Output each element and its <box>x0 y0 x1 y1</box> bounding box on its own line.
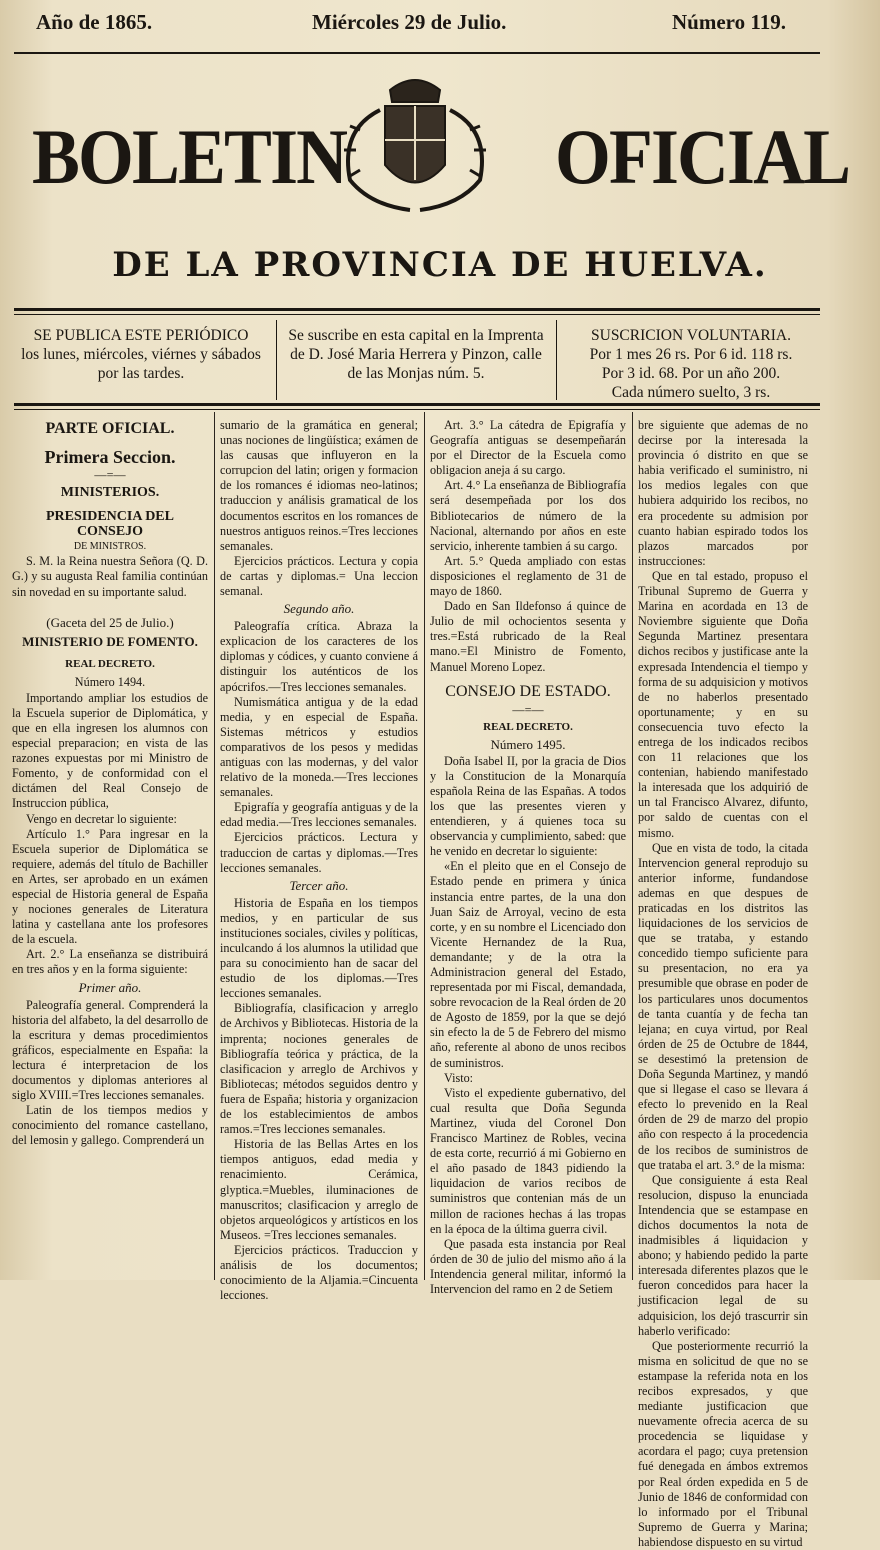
paragraph: S. M. la Reina nuestra Señora (Q. D. G.) y su augusta Real familia continúan sin novedad en su importante salud. <box>12 554 208 599</box>
decree-number: Número 1495. <box>490 736 566 752</box>
divider-mark: —=— <box>94 468 126 482</box>
column-1 <box>12 418 208 1148</box>
subscription-prices <box>560 326 822 402</box>
paragraph: Art. 4.° La enseñanza de Bibliografía será desempeñada por los dos Bibliotecarios de número de la Nacional, alternando por años en este servicio, inherente tambien á su cargo. <box>430 478 626 553</box>
council-heading: CONSEJO DE ESTADO. <box>445 682 611 700</box>
price-line: Por 1 mes 26 rs. Por 6 id. 118 rs. <box>589 346 793 363</box>
paragraph: Art. 5.° Queda ampliado con estas disposiciones el reglamento de 31 de mayo de 1860. <box>430 553 626 599</box>
schedule-line: SE PUBLICA ESTE PERIÓDICO <box>33 327 249 344</box>
publication-schedule <box>10 326 272 383</box>
masthead-right: OFICIAL <box>555 113 850 200</box>
masthead-subtitle: DE LA PROVINCIA DE HUELVA. <box>112 245 768 285</box>
column-divider <box>632 412 633 1280</box>
paragraph: Visto: <box>444 1070 474 1085</box>
paragraph: Latin de los tiempos medios y conocimiento del romance castellano, del lemosin y gallego. Comprenderá un <box>12 1103 208 1148</box>
paragraph: Que posteriormente recurrió la misma en solicitud de que no se estampase la referida nota en los recibos expresados, y que mediante justificacion que nuevamente ofrecia acerca de su procedencia se liquidase y acordara el pago; cuya pretension fué denegada en ámbos extremos por Real órden expedida en 5 de Junio de 1846 de conformidad con lo informado por el Tribunal Supremo de Guerra y Marina; habiendose dispuesto en su virtud <box>638 1338 808 1549</box>
year-label: Año de 1865. <box>36 10 153 34</box>
issue-label: Número 119. <box>672 10 786 34</box>
top-bar <box>0 10 880 44</box>
date-label: Miércoles 29 de Julio. <box>312 10 507 34</box>
schedule-line: los lunes, miércoles, viérnes y sábados <box>21 346 261 363</box>
year-subheading: Segundo año. <box>283 601 355 617</box>
column-divider <box>214 412 215 1280</box>
paragraph: Que consiguiente á esta Real resolucion, dispuso la enunciada Intendencia que se estampase en dichos documentos la nota de inadmisibles á liquidacion y abono; y habiendo pedido la parte interesada diferentes plazos que le fueron concedidos para hacer la justificacion legal de su adquisicion, los dejó trascurrir sin haberlo verificado: <box>638 1172 808 1338</box>
paragraph: Historia de las Bellas Artes en los tiempos antiguos, edad media y renacimiento. Cerámica, glyptica.=Muebles, iluminaciones de manuscritos; clasificacion y arreglo de objetos arqueológicos y artísticos en los Museos. =Tres lecciones semanales. <box>220 1137 418 1242</box>
paragraph: Importando ampliar los estudios de la Escuela superior de Diplomática, y que en ella ingresen los alumnos con especial preparacion; en vista de las razones expuestas por mi Ministro de Fomento, y de conformidad con el dictámen del Real Consejo de Instruccion pública, <box>12 690 208 811</box>
column-4 <box>638 418 808 1550</box>
paragraph: Bibliografía, clasificacion y arreglo de Archivos y Bibliotecas. Historia de la imprenta; nociones generales de Bibliografía teórica y práctica, de la clasificacion y arreglo de Archivos y Bibliotecas; métodos seguidos dentro y fuera de España; historia y organizacion de los establecimientos de ambos ramos.=Tres lecciones semanales. <box>220 1001 418 1137</box>
address-line: de las Monjas núm. 5. <box>347 365 485 382</box>
paragraph: Ejercicios prácticos. Traduccion y análisis de los documentos; conocimiento de la Aljamia.=Cincuenta lecciones. <box>220 1242 418 1303</box>
columns-rule-1 <box>14 403 820 406</box>
paragraph: «En el pleito que en el Consejo de Estado pende en primera y única instancia entre partes, de la una don Juan Saiz de Arroyal, vecino de esta corte, y en su nombre el Licenciado don Vicente Hernandez de la Rua, demandante; y de la otra la Administracion general del Estado, representada por mi Fiscal, demandada, sobre revocacion de la Real órden de 20 de Agosto de 1859, por la que se dejó sin efecto la de 5 de Febrero del mismo año, referente al abono de unos recibos de suministros. <box>430 859 626 1070</box>
address-line: Se suscribe en esta capital en la Imprenta <box>288 327 544 344</box>
divider-mark: —=— <box>512 702 544 717</box>
ministry-heading: MINISTERIO DE FOMENTO. <box>22 633 198 649</box>
paragraph: Art. 3.° La cátedra de Epigrafía y Geografía antiguas se desempeñarán por el Director de la Escuela como obligacion aneja á su cargo. <box>430 418 626 478</box>
masthead-rule-2 <box>14 314 820 315</box>
subscription-address <box>280 326 552 383</box>
price-line: Por 3 id. 68. Por un año 200. <box>601 365 781 382</box>
year-subheading: Primer año. <box>78 979 142 995</box>
coat-of-arms-icon <box>320 70 510 220</box>
paragraph: Paleografía general. Comprenderá la historia del alfabeto, la del desarrollo de la escritura y demas procedimientos gráficos, especialmente en España: la lectura é interpretacion de los documentos y diplomas anteriores al siglo XVIII.=Tres lecciones semanales. <box>12 997 208 1103</box>
column-divider <box>424 412 425 1280</box>
paragraph: bre siguiente que ademas de no decirse por la interesada la provincia ó distrito en que se habia verificado el suministro, ni los medios legales con que hubiera adquirido los recibos, no era procedente su admision por cuanto habian espirado todos los plazos marcados por instrucciones: <box>638 418 808 568</box>
columns-rule-2 <box>14 409 820 410</box>
paragraph: Visto el expediente gubernativo, del cual resulta que Doña Segunda Martinez, viuda del Coronel Don Francisco Martinez de Robles, vecina de esta corte, recurrió á mi Gobierno en el año pasado de 1843 pidiendo la liquidacion de varios recibos de suministros que contenian más de un millon de raciones hechas á las tropas en la época de la última guerra civil. <box>430 1085 626 1236</box>
paragraph: Vengo en decretar lo siguiente: <box>26 811 177 826</box>
paragraph: Historia de España en los tiempos medios, y en particular de sus instituciones sociales, civiles y políticas, inculcando á los alumnos la utilidad que para su conocimiento han de sacar del estudio de los diplomas.—Tres lecciones semanales. <box>220 895 418 1001</box>
subhead-divider <box>276 320 277 400</box>
decree-heading: REAL DECRETO. <box>483 720 573 733</box>
year-subheading: Tercer año. <box>289 877 349 893</box>
source-note: (Gaceta del 25 de Julio.) <box>46 614 174 630</box>
schedule-line: por las tardes. <box>97 365 185 382</box>
subhead-divider <box>556 320 557 400</box>
paragraph: Paleografía crítica. Abraza la explicacion de los caracteres de los diplomas y códices, y cuanto conviene á distinguir los auténticos de los apócrifos.—Tres lecciones semanales. <box>220 619 418 694</box>
paragraph: Epigrafía y geografía antiguas y de la edad media.—Tres lecciones semanales. <box>220 800 418 830</box>
section-subtitle: Primera Seccion. <box>44 447 176 467</box>
decree-number: Número 1494. <box>74 674 146 689</box>
ministries-heading: MINISTERIOS. <box>60 485 160 501</box>
paragraph: Que pasada esta instancia por Real órden de 30 de julio del mismo año á la Intendencia general militar, informó la Intervencion del ramo en 2 de Setiem <box>430 1236 626 1296</box>
paragraph: Que en vista de todo, la citada Intervencion general reprodujo su anterior informe, fundandose ademas en que despues de praticadas en los distritos las liquidaciones de los servicios de que se trataba, y estando concedido tiempo suficiente para su presentacion, no era ya presumible que obrase en poder de los particulares unos documentos de tanta cuantía y de fecha tan lejana; en cuya virtud, por Real órden de 25 de Octubre de 1844, se desestimó la pretension de Doña Segunda Martinez, y mandó que si llegase el caso se llevara á efecto lo prevenido en la Real órden de 29 de marzo del propio año con respecto á la procedencia de los recibos de suministros de que trataba el art. 3.° de la misma: <box>638 840 808 1172</box>
presidency-heading: PRESIDENCIA DEL CONSEJO <box>46 509 174 540</box>
paragraph: Ejercicios prácticos. Lectura y traduccion de cartas y diplomas.—Tres lecciones semanales. <box>220 830 418 875</box>
top-rule <box>14 52 820 54</box>
paragraph: Artículo 1.° Para ingresar en la Escuela superior de Diplomática se requiere, además del título de Bachiller en Artes, ser aprobado en un exámen especial de Historia general de España y nociones generales de Literatura latina y castellana ante los profesores de la escuela. <box>12 826 208 947</box>
masthead-rule-1 <box>14 308 820 311</box>
price-line: Cada número suelto, 3 rs. <box>611 384 771 401</box>
paragraph: Ejercicios prácticos. Lectura y copia de cartas y diplomas.= Una leccion semanal. <box>220 553 418 599</box>
paragraph: Numismática antigua y de la edad media, y en especial de España. Sistemas métricos y estudios comparativos de los pesos y medidas antiguas con las modernas, y del valor relativo de la moneda.—Tres lecciones semanales. <box>220 694 418 800</box>
paragraph: sumario de la gramática en general; unas nociones de lingüística; exámen de las causas que influyeron en la corrupcion del latin; origen y formacion de los romances é idiomas neo-latinos; traduccion y análisis gramatical de los documentos escritos en los romances de nuestros antiguos reinos.=Tres lecciones semanales. <box>220 418 418 553</box>
paragraph: Que en tal estado, propuso el Tribunal Supremo de Guerra y Marina en acordada en 13 de Noviembre siguiente que Doña Segunda Martinez presentara dichos recibos y justificase ante la expresada Intendencia el tiempo y forma de su adquisicion y motivos de no haberlos presentado oportunamente; y en su consecuencia tuvo efecto la entrega de los indicados recibos con 11 relaciones que los contenian, habiendo manifestado la interesada que los adquirió de un tal Francisco Alvarez, difunto, por saldo de cuentas con el mismo. <box>638 568 808 840</box>
decree-heading: REAL DECRETO. <box>65 657 155 670</box>
column-3 <box>430 418 626 1297</box>
paragraph: Dado en San Ildefonso á quince de Julio de mil ochocientos sesenta y tres.=Está rubricado de la Real mano.=El Ministro de Fomento, Manuel Moreno Lopez. <box>430 599 626 674</box>
presidency-subheading: DE MINISTROS. <box>73 541 147 553</box>
price-line: SUSCRICION VOLUNTARIA. <box>591 327 791 344</box>
paragraph: Art. 2.° La enseñanza se distribuirá en tres años y en la forma siguiente: <box>12 947 208 977</box>
address-line: de D. José Maria Herrera y Pinzon, calle <box>290 346 542 363</box>
masthead-left: BOLETIN <box>32 113 347 200</box>
column-2 <box>220 418 418 1303</box>
paragraph: Doña Isabel II, por la gracia de Dios y la Constitucion de la Monarquía española Reina de las Españas. A todos los que las presentes vieren y entendieren, y á quienes toca su observancia y cumplimiento, sabed: que he venido en decretar lo siguiente: <box>430 753 626 859</box>
section-title: PARTE OFICIAL. <box>45 420 175 437</box>
